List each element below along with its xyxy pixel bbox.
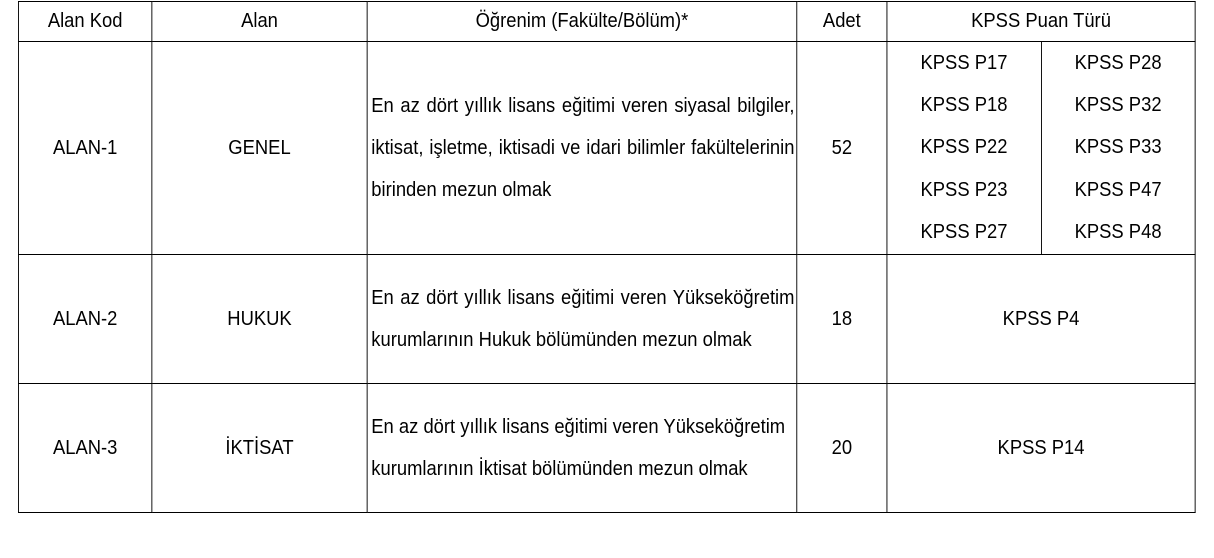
kpss-item: KPSS P22	[887, 127, 1041, 169]
header-adet: Adet	[797, 2, 887, 42]
cell-ogrenim: En az dört yıllık lisans eğitimi veren Yükseköğretim kurumlarının İktisat bölümünden mezun olmak	[367, 384, 797, 513]
table-row	[18, 255, 1195, 384]
table-row	[18, 384, 1195, 513]
cell-alan-kod: ALAN-2	[18, 255, 151, 384]
quota-table	[18, 1, 1196, 513]
table-row	[18, 42, 1195, 255]
kpss-item: KPSS P33	[1074, 136, 1162, 159]
cell-kpss: KPSS P14	[887, 384, 1195, 513]
cell-alan-kod: ALAN-3	[18, 384, 151, 513]
kpss-item: KPSS P27	[887, 212, 1041, 254]
header-kpss: KPSS Puan Türü	[887, 2, 1195, 42]
cell-ogrenim: En az dört yıllık lisans eğitimi veren Yükseköğretim kurumlarının Hukuk bölümünden mezun olmak	[367, 255, 797, 384]
kpss-item: KPSS P32	[1074, 94, 1162, 117]
cell-ogrenim: En az dört yıllık lisans eğitimi veren siyasal bilgiler, iktisat, işletme, iktisadi ve idari bilimler fakültelerinin birinden mezun olmak	[367, 42, 797, 255]
cell-adet: 52	[797, 42, 887, 255]
cell-alan: İKTİSAT	[152, 384, 367, 513]
cell-adet: 20	[797, 384, 887, 513]
kpss-item: KPSS P23	[887, 169, 1041, 211]
cell-alan-kod: ALAN-1	[18, 42, 151, 255]
kpss-item: KPSS P28	[1074, 51, 1162, 74]
cell-alan: HUKUK	[152, 255, 367, 384]
cell-kpss: KPSS P4	[887, 255, 1195, 384]
cell-kpss-list	[887, 42, 1195, 255]
header-alan: Alan	[152, 2, 367, 42]
kpss-item: KPSS P18	[887, 84, 1041, 126]
cell-alan: GENEL	[152, 42, 367, 255]
cell-adet: 18	[797, 255, 887, 384]
table-header-row	[18, 2, 1195, 42]
kpss-item: KPSS P48	[1074, 221, 1162, 244]
kpss-item: KPSS P17	[887, 42, 1041, 84]
header-ogrenim: Öğrenim (Fakülte/Bölüm)*	[367, 2, 797, 42]
kpss-list	[887, 42, 1194, 254]
header-alan-kod: Alan Kod	[18, 2, 151, 42]
kpss-item: KPSS P47	[1074, 178, 1162, 201]
